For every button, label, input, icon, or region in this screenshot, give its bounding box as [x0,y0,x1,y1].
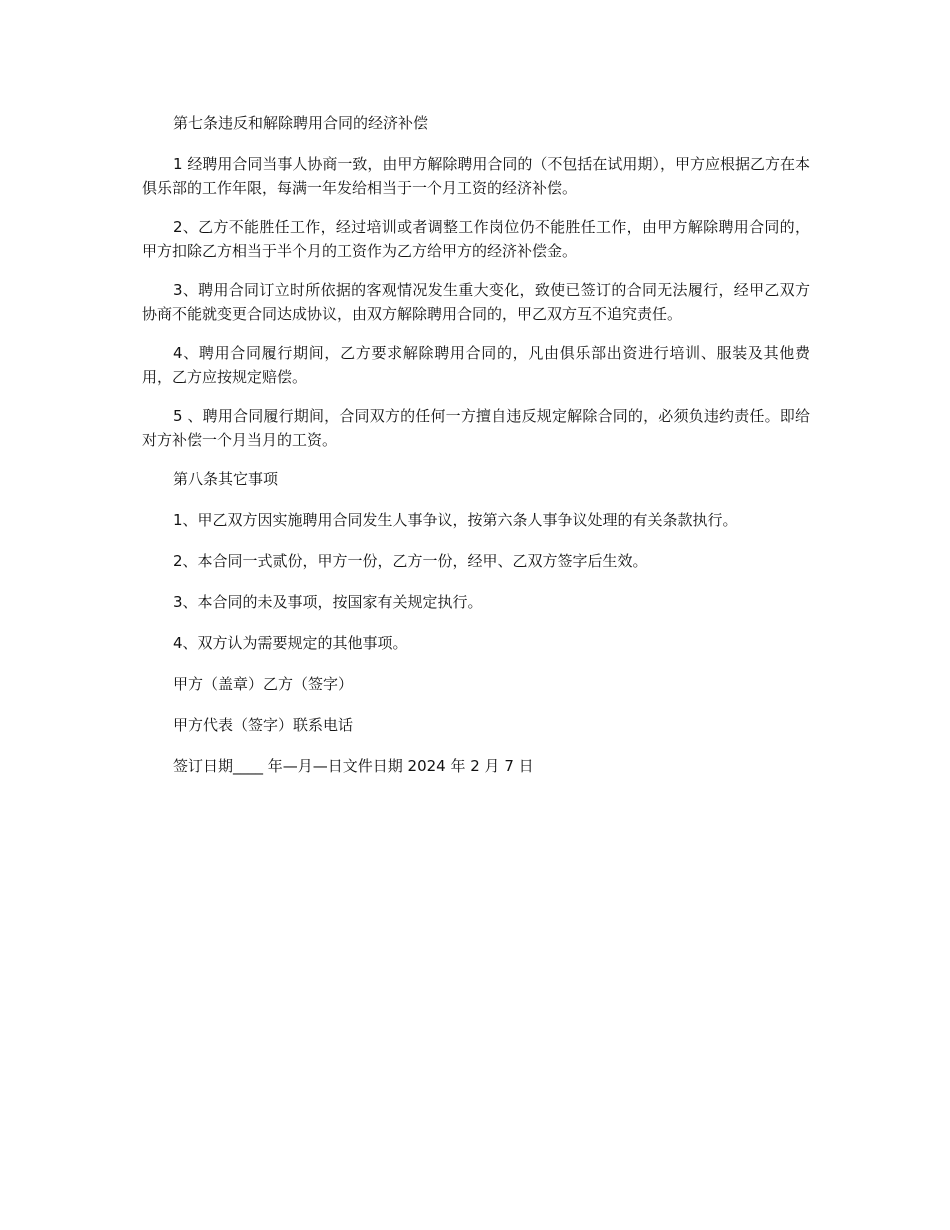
article-8-heading: 第八条其它事项 [173,470,279,488]
signature-representative: 甲方代表（签字）联系电话 [173,716,354,734]
article-7-item-3: 3、聘用合同订立时所依据的客观情况发生重大变化，致使已签订的合同无法履行，经甲乙双方协商不能就变更合同达成协议，由双方解除聘用合同的，甲乙双方互不追究责任。 [142,281,810,323]
article-8-item-4: 4、双方认为需要规定的其他事项。 [173,634,408,652]
article-7-item-1: 1 经聘用合同当事人协商一致，由甲方解除聘用合同的（不包括在试用期），甲方应根据乙方在本俱乐部的工作年限，每满一年发给相当于一个月工资的经济补偿。 [142,155,810,197]
article-7-item-4: 4、聘用合同履行期间，乙方要求解除聘用合同的，凡由俱乐部出资进行培训、服装及其他费用，乙方应按规定赔偿。 [142,344,810,386]
article-8-item-3: 3、本合同的未及事项，按国家有关规定执行。 [173,593,483,611]
article-7-item-2: 2、乙方不能胜任工作，经过培训或者调整工作岗位仍不能胜任工作，由甲方解除聘用合同的，甲方扣除乙方相当于半个月的工资作为乙方给甲方的经济补偿金。 [142,218,810,260]
article-7-heading: 第七条违反和解除聘用合同的经济补偿 [173,114,429,132]
article-8-item-1: 1、甲乙双方因实施聘用合同发生人事争议，按第六条人事争议处理的有关条款执行。 [173,511,738,529]
document-page [142,112,810,796]
signing-date: 签订日期____ 年—月—日文件日期 2024 年 2 月 7 日 [173,757,534,775]
signature-parties: 甲方（盖章）乙方（签字） [173,675,354,693]
article-7-item-5: 5 、聘用合同履行期间，合同双方的任何一方擅自违反规定解除合同的，必须负违约责任。即给对方补偿一个月当月的工资。 [142,407,810,449]
article-8-item-2: 2、本合同一式贰份，甲方一份，乙方一份，经甲、乙双方签字后生效。 [173,552,648,570]
